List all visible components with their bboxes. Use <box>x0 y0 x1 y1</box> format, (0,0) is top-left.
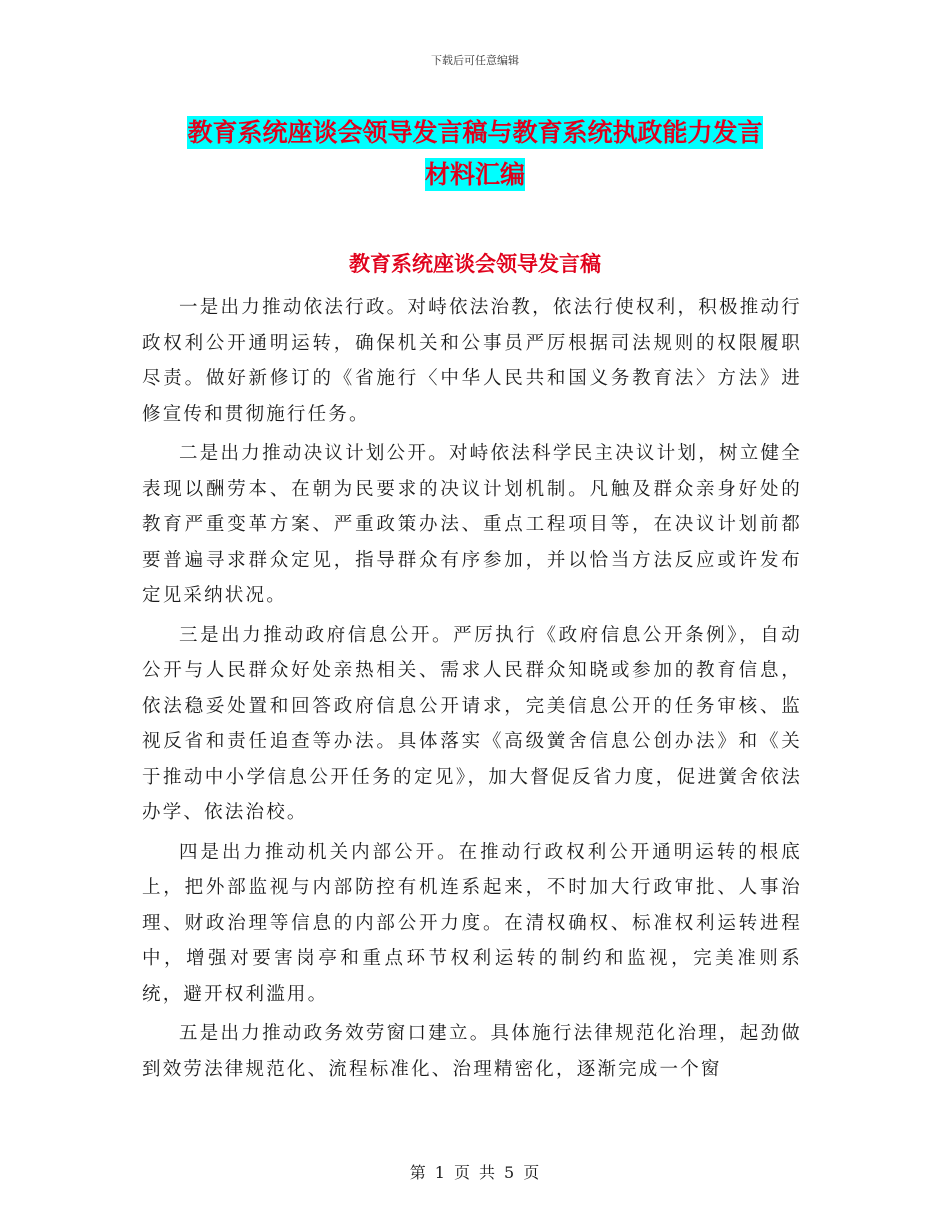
document-title-line2: 材料汇编 <box>424 160 525 189</box>
paragraph-1: 一是出力推动依法行政。对峙依法治教，依法行使权利，积极推动行政权利公开通明运转，确保机关和公事员严厉根据司法规则的权限履职尽责。做好新修订的《省施行〈中华人民共和国义务教育法〉方法》进修宣传和贯彻施行任务。 <box>142 297 802 425</box>
paragraph-5: 五是出力推动政务效劳窗口建立。具体施行法律规范化治理，起劲做到效劳法律规范化、流程标准化、治理精密化，逐渐完成一个窗 <box>142 1023 802 1080</box>
page-label-mid1: 页 <box>453 1163 471 1182</box>
document-title-line1: 教育系统座谈会领导发言稿与教育系统执政能力发言 <box>187 118 763 147</box>
page-label-mid2: 共 <box>479 1163 497 1182</box>
page-label-suffix: 页 <box>523 1163 541 1182</box>
page-footer <box>0 1160 950 1183</box>
page-header-note: 下载后可任意编辑 <box>431 54 519 67</box>
current-page-number: 1 <box>434 1163 446 1182</box>
page-label-prefix: 第 <box>409 1163 427 1182</box>
section-title: 教育系统座谈会领导发言稿 <box>349 251 601 276</box>
paragraph-2: 二是出力推动决议计划公开。对峙依法科学民主决议计划，树立健全表现以酬劳本、在朝为民要求的决议计划机制。凡触及群众亲身好处的教育严重变革方案、严重政策办法、重点工程项目等，在决议计划前都要普遍寻求群众定见，指导群众有序参加，并以恰当方法反应或许发布定见采纳状况。 <box>142 443 802 606</box>
document-title <box>140 112 810 196</box>
paragraph-4: 四是出力推动机关内部公开。在推动行政权利公开通明运转的根底上，把外部监视与内部防控有机连系起来，不时加大行政审批、人事治理、财政治理等信息的内部公开力度。在清权确权、标准权利运转进程中，增强对要害岗亭和重点环节权利运转的制约和监视，完美准则系统，避开权利滥用。 <box>142 841 802 1005</box>
document-body <box>142 290 802 1091</box>
paragraph-3: 三是出力推动政府信息公开。严厉执行《政府信息公开条例》，自动公开与人民群众好处亲热相关、需求人民群众知晓或参加的教育信息，依法稳妥处置和回答政府信息公开请求，完美信息公开的任务审核、监视反省和责任追查等办法。具体落实《高级黉舍信息公创办法》和《关于推动中小学信息公开任务的定见》，加大督促反省力度，促进黉舍依法办学、依法治校。 <box>142 624 802 823</box>
total-pages-number: 5 <box>504 1163 516 1182</box>
